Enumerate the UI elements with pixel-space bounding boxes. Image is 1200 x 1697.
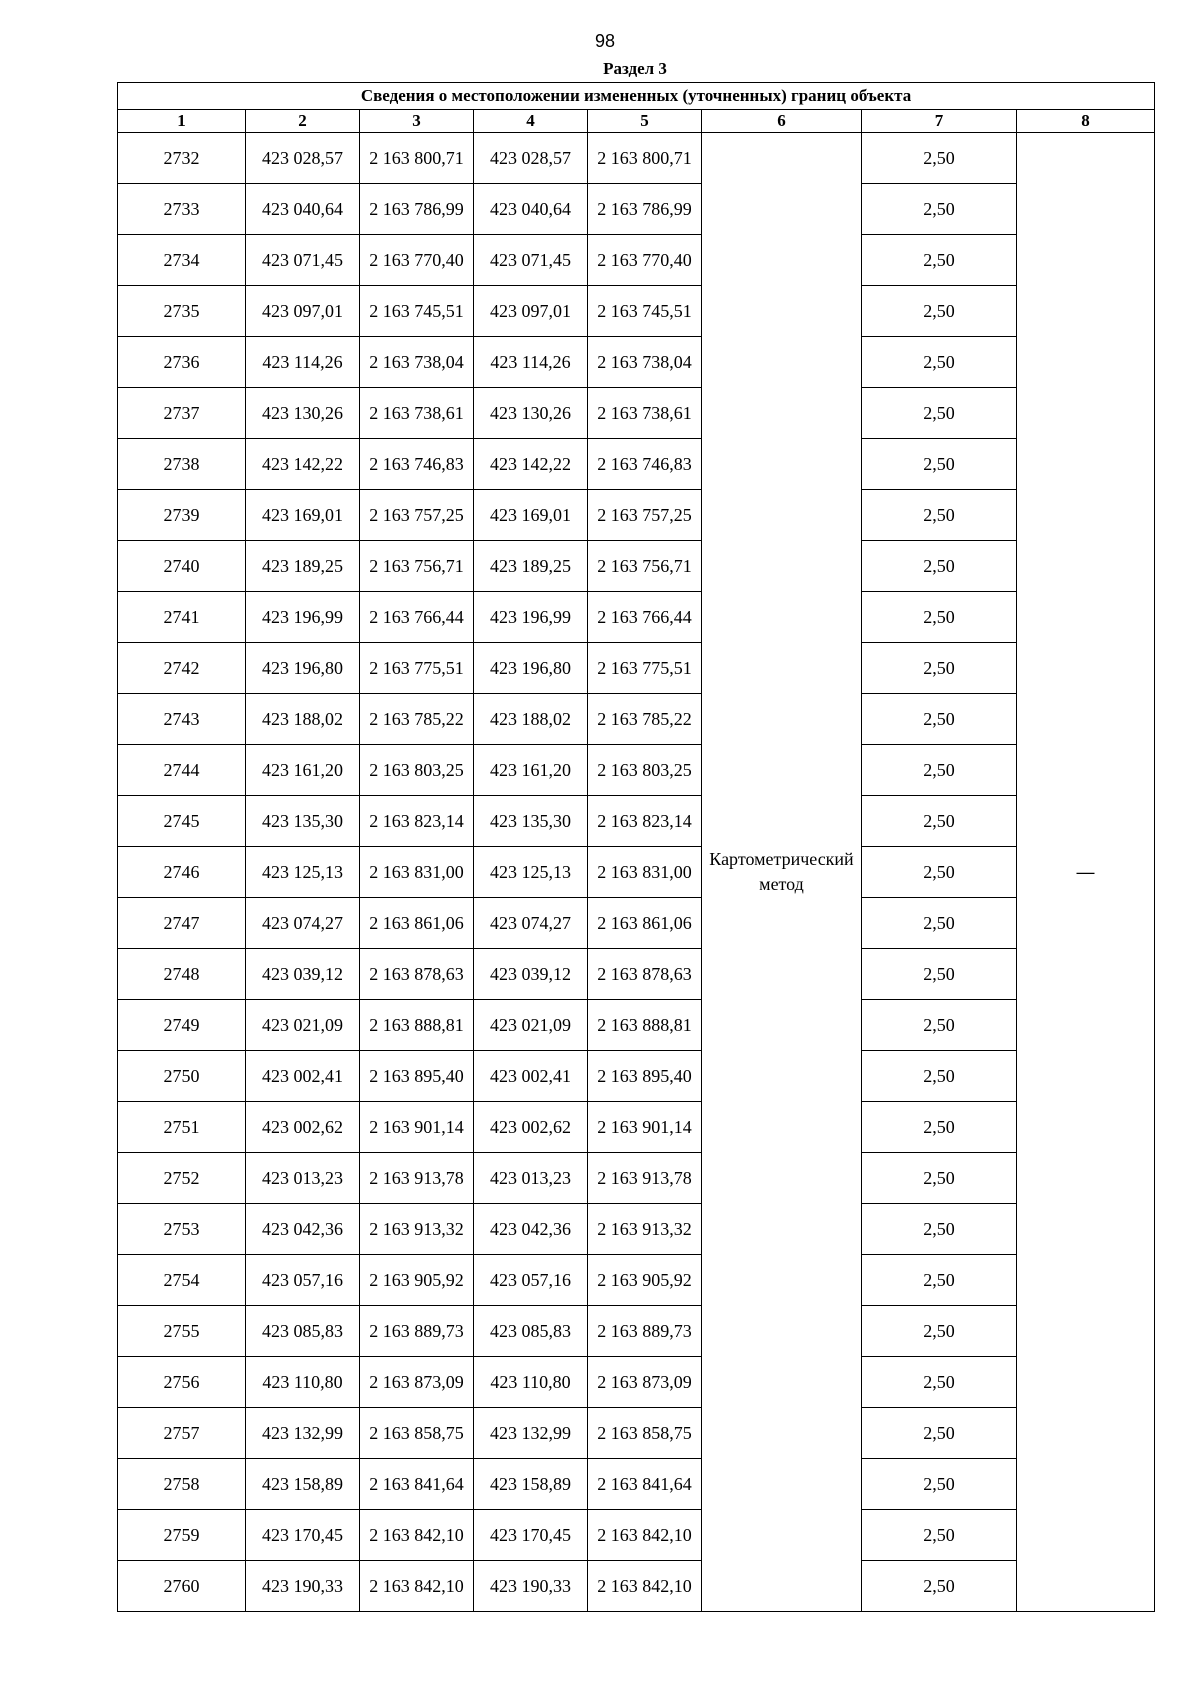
column-header-5: 5 — [588, 110, 702, 133]
column-header-2: 2 — [246, 110, 360, 133]
cell-x-existing: 423 002,62 — [246, 1102, 360, 1153]
table-row — [118, 1255, 1155, 1306]
column-header-4: 4 — [474, 110, 588, 133]
table-row — [118, 541, 1155, 592]
cell-y-existing: 2 163 766,44 — [360, 592, 474, 643]
cell-method: Картометрический метод — [702, 133, 862, 1612]
table-row — [118, 847, 1155, 898]
table-row — [118, 184, 1155, 235]
cell-accuracy: 2,50 — [862, 1510, 1017, 1561]
cell-accuracy: 2,50 — [862, 949, 1017, 1000]
column-header-row — [118, 110, 1155, 133]
cell-accuracy: 2,50 — [862, 1204, 1017, 1255]
cell-y-existing: 2 163 800,71 — [360, 133, 474, 184]
cell-y-existing: 2 163 842,10 — [360, 1510, 474, 1561]
cell-x-new: 423 169,01 — [474, 490, 588, 541]
cell-point-number: 2747 — [118, 898, 246, 949]
cell-x-existing: 423 002,41 — [246, 1051, 360, 1102]
cell-x-existing: 423 169,01 — [246, 490, 360, 541]
cell-y-existing: 2 163 823,14 — [360, 796, 474, 847]
cell-x-new: 423 110,80 — [474, 1357, 588, 1408]
cell-x-existing: 423 042,36 — [246, 1204, 360, 1255]
table-row — [118, 898, 1155, 949]
cell-y-new: 2 163 775,51 — [588, 643, 702, 694]
cell-y-new: 2 163 746,83 — [588, 439, 702, 490]
cell-y-existing: 2 163 888,81 — [360, 1000, 474, 1051]
cell-y-new: 2 163 831,00 — [588, 847, 702, 898]
cell-point-number: 2760 — [118, 1561, 246, 1612]
cell-accuracy: 2,50 — [862, 1102, 1017, 1153]
cell-y-existing: 2 163 841,64 — [360, 1459, 474, 1510]
table-row — [118, 1153, 1155, 1204]
cell-accuracy: 2,50 — [862, 1153, 1017, 1204]
cell-x-new: 423 196,99 — [474, 592, 588, 643]
cell-accuracy: 2,50 — [862, 694, 1017, 745]
coordinates-table — [117, 82, 1155, 1612]
cell-y-new: 2 163 800,71 — [588, 133, 702, 184]
cell-accuracy: 2,50 — [862, 388, 1017, 439]
cell-point-number: 2749 — [118, 1000, 246, 1051]
cell-x-new: 423 125,13 — [474, 847, 588, 898]
cell-accuracy: 2,50 — [862, 1408, 1017, 1459]
cell-x-new: 423 189,25 — [474, 541, 588, 592]
cell-y-existing: 2 163 770,40 — [360, 235, 474, 286]
cell-point-number: 2757 — [118, 1408, 246, 1459]
cell-y-existing: 2 163 901,14 — [360, 1102, 474, 1153]
cell-point-number: 2746 — [118, 847, 246, 898]
cell-y-new: 2 163 888,81 — [588, 1000, 702, 1051]
table-caption-row — [118, 83, 1155, 110]
column-header-1: 1 — [118, 110, 246, 133]
cell-x-existing: 423 170,45 — [246, 1510, 360, 1561]
cell-point-number: 2756 — [118, 1357, 246, 1408]
cell-y-new: 2 163 889,73 — [588, 1306, 702, 1357]
cell-y-new: 2 163 757,25 — [588, 490, 702, 541]
cell-point-number: 2759 — [118, 1510, 246, 1561]
cell-point-number: 2741 — [118, 592, 246, 643]
cell-accuracy: 2,50 — [862, 1000, 1017, 1051]
cell-x-new: 423 190,33 — [474, 1561, 588, 1612]
cell-y-existing: 2 163 842,10 — [360, 1561, 474, 1612]
cell-x-new: 423 114,26 — [474, 337, 588, 388]
cell-x-new: 423 039,12 — [474, 949, 588, 1000]
page-number: 98 — [594, 31, 616, 51]
cell-y-new: 2 163 905,92 — [588, 1255, 702, 1306]
cell-accuracy: 2,50 — [862, 1255, 1017, 1306]
section-title: Раздел 3 — [603, 59, 667, 78]
cell-y-new: 2 163 766,44 — [588, 592, 702, 643]
cell-y-new: 2 163 858,75 — [588, 1408, 702, 1459]
cell-y-new: 2 163 861,06 — [588, 898, 702, 949]
cell-y-existing: 2 163 878,63 — [360, 949, 474, 1000]
table-row — [118, 1000, 1155, 1051]
cell-y-existing: 2 163 913,78 — [360, 1153, 474, 1204]
cell-x-existing: 423 132,99 — [246, 1408, 360, 1459]
cell-x-existing: 423 196,80 — [246, 643, 360, 694]
cell-x-existing: 423 021,09 — [246, 1000, 360, 1051]
cell-accuracy: 2,50 — [862, 898, 1017, 949]
cell-x-existing: 423 161,20 — [246, 745, 360, 796]
cell-y-new: 2 163 842,10 — [588, 1510, 702, 1561]
cell-y-existing: 2 163 775,51 — [360, 643, 474, 694]
cell-y-existing: 2 163 913,32 — [360, 1204, 474, 1255]
cell-point-number: 2743 — [118, 694, 246, 745]
cell-point-number: 2748 — [118, 949, 246, 1000]
cell-x-existing: 423 028,57 — [246, 133, 360, 184]
cell-point-number: 2736 — [118, 337, 246, 388]
cell-point-number: 2754 — [118, 1255, 246, 1306]
cell-point-number: 2744 — [118, 745, 246, 796]
table-row — [118, 1561, 1155, 1612]
cell-x-new: 423 071,45 — [474, 235, 588, 286]
cell-x-new: 423 085,83 — [474, 1306, 588, 1357]
cell-y-existing: 2 163 757,25 — [360, 490, 474, 541]
cell-point-number: 2737 — [118, 388, 246, 439]
cell-x-new: 423 196,80 — [474, 643, 588, 694]
table-row — [118, 694, 1155, 745]
cell-accuracy: 2,50 — [862, 133, 1017, 184]
table-row — [118, 796, 1155, 847]
cell-accuracy: 2,50 — [862, 796, 1017, 847]
cell-y-existing: 2 163 889,73 — [360, 1306, 474, 1357]
cell-x-new: 423 057,16 — [474, 1255, 588, 1306]
column-header-3: 3 — [360, 110, 474, 133]
cell-point-number: 2745 — [118, 796, 246, 847]
cell-y-existing: 2 163 746,83 — [360, 439, 474, 490]
cell-y-new: 2 163 823,14 — [588, 796, 702, 847]
table-row — [118, 1357, 1155, 1408]
table-row — [118, 1459, 1155, 1510]
cell-x-existing: 423 071,45 — [246, 235, 360, 286]
table-row — [118, 1204, 1155, 1255]
cell-y-new: 2 163 770,40 — [588, 235, 702, 286]
cell-y-existing: 2 163 831,00 — [360, 847, 474, 898]
cell-x-new: 423 135,30 — [474, 796, 588, 847]
cell-point-number: 2758 — [118, 1459, 246, 1510]
cell-x-existing: 423 039,12 — [246, 949, 360, 1000]
cell-point-number: 2732 — [118, 133, 246, 184]
table-row — [118, 337, 1155, 388]
cell-y-new: 2 163 803,25 — [588, 745, 702, 796]
cell-y-new: 2 163 738,04 — [588, 337, 702, 388]
cell-y-new: 2 163 873,09 — [588, 1357, 702, 1408]
table-row — [118, 1051, 1155, 1102]
cell-point-number: 2733 — [118, 184, 246, 235]
cell-x-existing: 423 142,22 — [246, 439, 360, 490]
cell-y-new: 2 163 738,61 — [588, 388, 702, 439]
cell-point-number: 2738 — [118, 439, 246, 490]
cell-x-existing: 423 130,26 — [246, 388, 360, 439]
cell-y-new: 2 163 745,51 — [588, 286, 702, 337]
cell-x-existing: 423 158,89 — [246, 1459, 360, 1510]
cell-x-existing: 423 074,27 — [246, 898, 360, 949]
table-row — [118, 388, 1155, 439]
cell-y-existing: 2 163 873,09 — [360, 1357, 474, 1408]
cell-y-new: 2 163 913,78 — [588, 1153, 702, 1204]
table-row — [118, 439, 1155, 490]
cell-y-new: 2 163 913,32 — [588, 1204, 702, 1255]
cell-x-new: 423 002,62 — [474, 1102, 588, 1153]
cell-accuracy: 2,50 — [862, 541, 1017, 592]
cell-accuracy: 2,50 — [862, 745, 1017, 796]
cell-accuracy: 2,50 — [862, 643, 1017, 694]
table-row — [118, 1510, 1155, 1561]
cell-x-new: 423 158,89 — [474, 1459, 588, 1510]
cell-y-existing: 2 163 756,71 — [360, 541, 474, 592]
cell-x-new: 423 042,36 — [474, 1204, 588, 1255]
cell-x-new: 423 013,23 — [474, 1153, 588, 1204]
cell-x-new: 423 161,20 — [474, 745, 588, 796]
cell-x-new: 423 130,26 — [474, 388, 588, 439]
column-header-8: 8 — [1017, 110, 1155, 133]
cell-y-new: 2 163 901,14 — [588, 1102, 702, 1153]
table-row — [118, 1306, 1155, 1357]
cell-y-existing: 2 163 905,92 — [360, 1255, 474, 1306]
cell-point-number: 2755 — [118, 1306, 246, 1357]
table-row — [118, 949, 1155, 1000]
cell-y-new: 2 163 895,40 — [588, 1051, 702, 1102]
cell-accuracy: 2,50 — [862, 490, 1017, 541]
table-row — [118, 643, 1155, 694]
cell-y-new: 2 163 786,99 — [588, 184, 702, 235]
cell-x-new: 423 002,41 — [474, 1051, 588, 1102]
cell-accuracy: 2,50 — [862, 1306, 1017, 1357]
cell-x-new: 423 188,02 — [474, 694, 588, 745]
cell-y-new: 2 163 785,22 — [588, 694, 702, 745]
cell-note: — — [1017, 133, 1155, 1612]
cell-point-number: 2734 — [118, 235, 246, 286]
cell-y-existing: 2 163 895,40 — [360, 1051, 474, 1102]
cell-x-existing: 423 114,26 — [246, 337, 360, 388]
cell-y-existing: 2 163 858,75 — [360, 1408, 474, 1459]
cell-x-new: 423 142,22 — [474, 439, 588, 490]
cell-x-existing: 423 097,01 — [246, 286, 360, 337]
cell-accuracy: 2,50 — [862, 592, 1017, 643]
cell-x-existing: 423 110,80 — [246, 1357, 360, 1408]
cell-x-existing: 423 057,16 — [246, 1255, 360, 1306]
table-row — [118, 1102, 1155, 1153]
cell-point-number: 2752 — [118, 1153, 246, 1204]
cell-x-new: 423 040,64 — [474, 184, 588, 235]
cell-x-new: 423 170,45 — [474, 1510, 588, 1561]
column-header-6: 6 — [702, 110, 862, 133]
cell-accuracy: 2,50 — [862, 337, 1017, 388]
cell-point-number: 2739 — [118, 490, 246, 541]
cell-y-existing: 2 163 745,51 — [360, 286, 474, 337]
cell-accuracy: 2,50 — [862, 1561, 1017, 1612]
cell-accuracy: 2,50 — [862, 184, 1017, 235]
cell-y-existing: 2 163 738,61 — [360, 388, 474, 439]
cell-x-existing: 423 135,30 — [246, 796, 360, 847]
table-row — [118, 745, 1155, 796]
cell-y-existing: 2 163 803,25 — [360, 745, 474, 796]
cell-y-existing: 2 163 738,04 — [360, 337, 474, 388]
cell-y-new: 2 163 842,10 — [588, 1561, 702, 1612]
table-row — [118, 490, 1155, 541]
cell-accuracy: 2,50 — [862, 439, 1017, 490]
cell-accuracy: 2,50 — [862, 286, 1017, 337]
cell-point-number: 2750 — [118, 1051, 246, 1102]
cell-x-existing: 423 190,33 — [246, 1561, 360, 1612]
column-header-7: 7 — [862, 110, 1017, 133]
cell-x-new: 423 132,99 — [474, 1408, 588, 1459]
table-row — [118, 286, 1155, 337]
cell-x-new: 423 021,09 — [474, 1000, 588, 1051]
cell-x-existing: 423 085,83 — [246, 1306, 360, 1357]
cell-point-number: 2753 — [118, 1204, 246, 1255]
table-row — [118, 1408, 1155, 1459]
cell-accuracy: 2,50 — [862, 235, 1017, 286]
cell-y-existing: 2 163 785,22 — [360, 694, 474, 745]
cell-x-existing: 423 196,99 — [246, 592, 360, 643]
cell-x-existing: 423 188,02 — [246, 694, 360, 745]
cell-x-existing: 423 013,23 — [246, 1153, 360, 1204]
cell-point-number: 2742 — [118, 643, 246, 694]
cell-y-new: 2 163 841,64 — [588, 1459, 702, 1510]
cell-point-number: 2735 — [118, 286, 246, 337]
cell-point-number: 2740 — [118, 541, 246, 592]
table-caption: Сведения о местоположении измененных (уточненных) границ объекта — [118, 83, 1155, 110]
table-row — [118, 133, 1155, 184]
cell-x-existing: 423 040,64 — [246, 184, 360, 235]
cell-y-new: 2 163 756,71 — [588, 541, 702, 592]
table-row — [118, 592, 1155, 643]
cell-y-existing: 2 163 786,99 — [360, 184, 474, 235]
cell-accuracy: 2,50 — [862, 1459, 1017, 1510]
cell-x-existing: 423 125,13 — [246, 847, 360, 898]
cell-accuracy: 2,50 — [862, 847, 1017, 898]
cell-y-existing: 2 163 861,06 — [360, 898, 474, 949]
cell-x-existing: 423 189,25 — [246, 541, 360, 592]
table-row — [118, 235, 1155, 286]
cell-accuracy: 2,50 — [862, 1357, 1017, 1408]
cell-x-new: 423 074,27 — [474, 898, 588, 949]
cell-point-number: 2751 — [118, 1102, 246, 1153]
cell-accuracy: 2,50 — [862, 1051, 1017, 1102]
cell-x-new: 423 097,01 — [474, 286, 588, 337]
cell-y-new: 2 163 878,63 — [588, 949, 702, 1000]
cell-x-new: 423 028,57 — [474, 133, 588, 184]
